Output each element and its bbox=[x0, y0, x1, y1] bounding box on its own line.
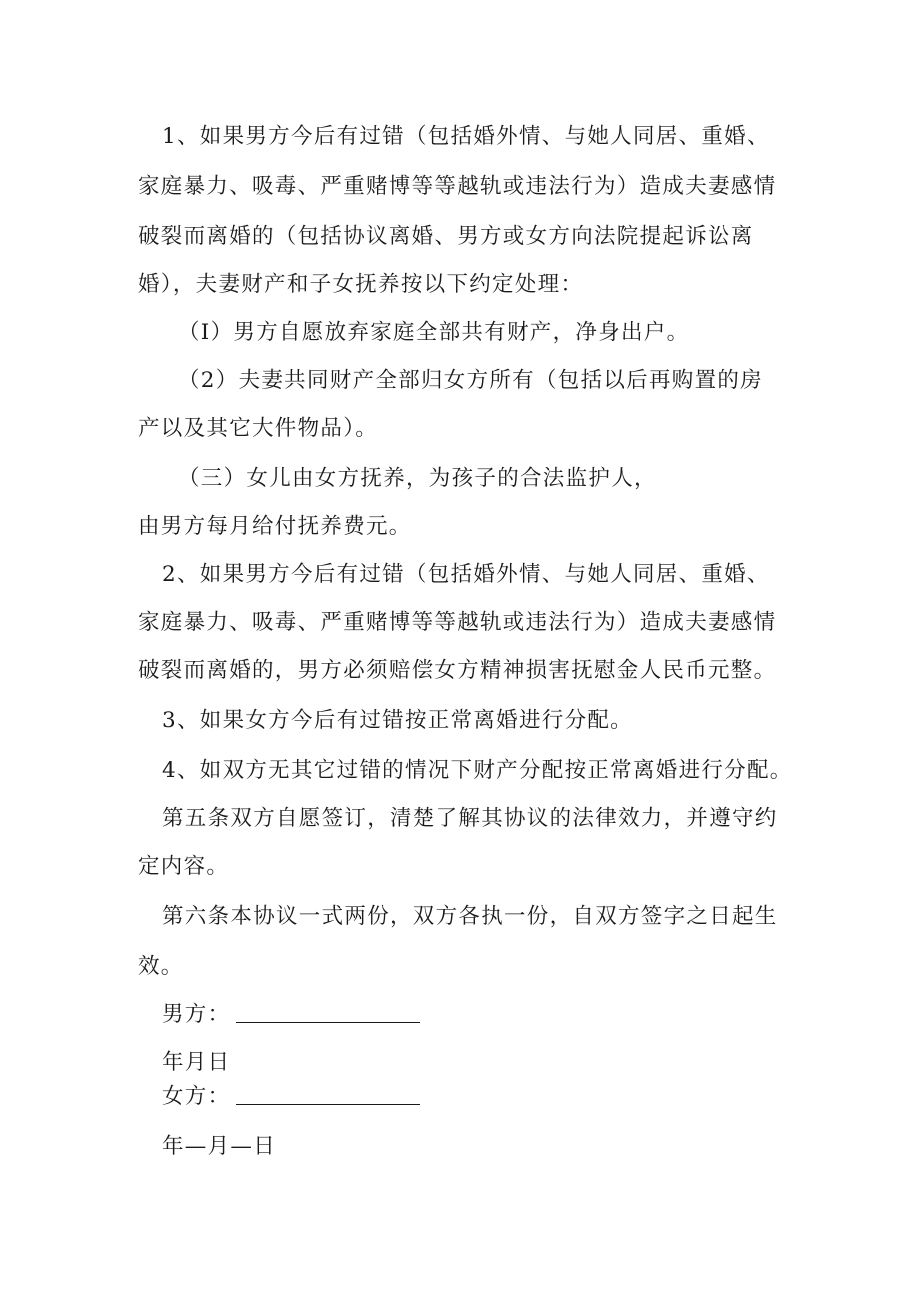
article-6-line-1: 第六条本协议一式两份，双方各执一份，自双方签字之日起生 bbox=[162, 904, 778, 929]
female-signature-label: 女方： bbox=[162, 1084, 231, 1109]
signature-date-2: 年—月—日 bbox=[162, 1134, 277, 1159]
male-signature-line bbox=[162, 1000, 420, 1030]
article-5-line-2: 定内容。 bbox=[138, 854, 230, 879]
clause-1-item-2-line-2: 产以及其它大件物品）。 bbox=[138, 416, 379, 441]
clause-1-item-2-line-1: （2）夫妻共同财产全部归女方所有（包括以后再购置的房 bbox=[178, 368, 763, 393]
clause-2-line-2: 家庭暴力、吸毒、严重赌博等等越轨或违法行为）造成夫妻感情 bbox=[138, 610, 777, 635]
article-5-line-1: 第五条双方自愿签订，清楚了解其协议的法律效力，并遵守约 bbox=[162, 806, 778, 831]
clause-1-line-4: 婚），夫妻财产和子女抚养按以下约定处理： bbox=[138, 272, 584, 297]
clause-1-line-1: 1、如果男方今后有过错（包括婚外情、与她人同居、重婚、 bbox=[162, 124, 770, 149]
male-signature-label: 男方： bbox=[162, 1002, 231, 1027]
clause-1-item-3-line-1: （三）女儿由女方抚养，为孩子的合法监护人， bbox=[178, 466, 657, 491]
clause-3: 3、如果女方今后有过错按正常离婚进行分配。 bbox=[162, 708, 633, 733]
clause-1-item-3-line-2: 由男方每月给付抚养费元。 bbox=[138, 514, 412, 539]
clause-4: 4、如双方无其它过错的情况下财产分配按正常离婚进行分配。 bbox=[162, 758, 793, 783]
clause-2-line-1: 2、如果男方今后有过错（包括婚外情、与她人同居、重婚、 bbox=[162, 562, 770, 587]
clause-2-line-3: 破裂而离婚的，男方必须赔偿女方精神损害抚慰金人民币元整。 bbox=[138, 658, 777, 683]
clause-1-item-1: （I）男方自愿放弃家庭全部共有财产，净身出户。 bbox=[178, 320, 690, 345]
male-signature-blank[interactable] bbox=[236, 1002, 420, 1023]
female-signature-blank[interactable] bbox=[236, 1084, 420, 1105]
signature-date-1: 年月日 bbox=[162, 1050, 231, 1075]
clause-1-line-2: 家庭暴力、吸毒、严重赌博等等越轨或违法行为）造成夫妻感情 bbox=[138, 174, 777, 199]
female-signature-line bbox=[162, 1082, 420, 1112]
article-6-line-2: 效。 bbox=[138, 954, 184, 979]
clause-1-line-3: 破裂而离婚的（包括协议离婚、男方或女方向法院提起诉讼离 bbox=[138, 224, 754, 249]
